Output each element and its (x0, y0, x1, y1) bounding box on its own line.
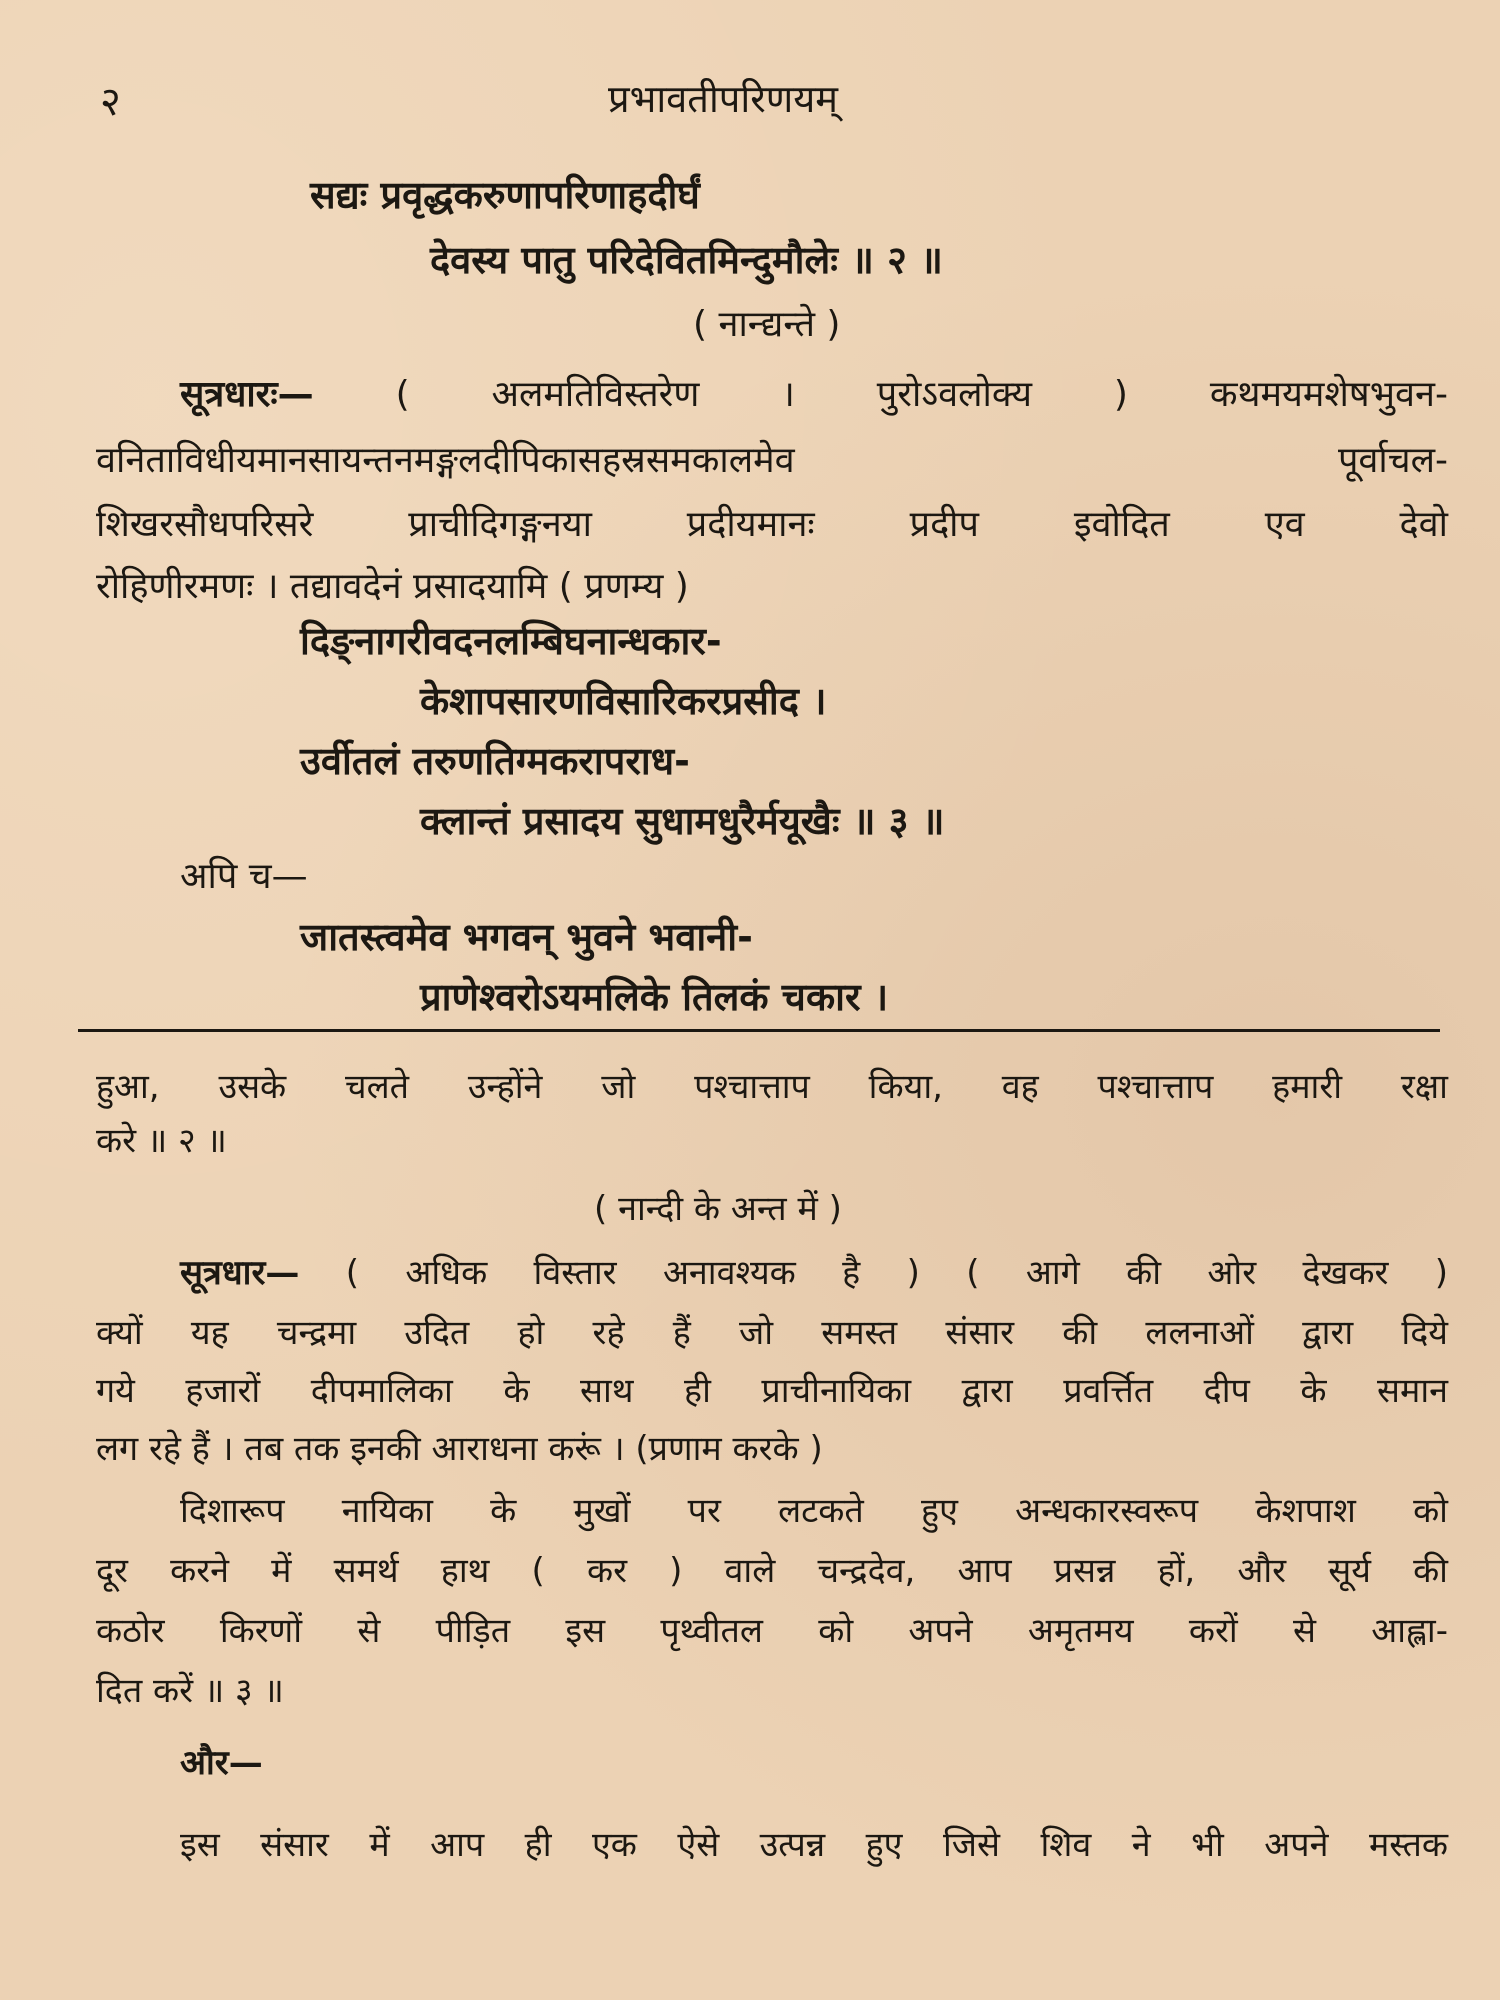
verse3-line-4: क्लान्तं प्रसादय सुधामधुरैर्मयूखैः ॥ ३ ॥ (420, 799, 945, 843)
section-divider (78, 1029, 1440, 1032)
verse4-line-1: जातस्त्वमेव भगवन् भुवने भवानी- (300, 915, 753, 959)
sanskrit-prose-line-4: रोहिणीरमणः । तद्यावदेनं प्रसादयामि ( प्रणम्य ) (96, 566, 689, 607)
stage-direction-nandi-ant: ( नान्दी के अन्त में ) (594, 1189, 842, 1229)
hindi-v3-line-2: दूर करने में समर्थ हाथ ( कर ) वाले चन्द्रदेव, आप प्रसन्न हों, और सूर्य की (96, 1551, 1448, 1591)
hindi-prose-line-1 (180, 1248, 1448, 1294)
hindi-v3-line-3: कठोर किरणों से पीड़ित इस पृथ्वीतल को अपने अमृतमय करों से आह्ला- (96, 1611, 1448, 1651)
sanskrit-prose-line-3: शिखरसौधपरिसरे प्राचीदिगङ्गनया प्रदीयमानः प्रदीप इवोदित एव देवो (96, 504, 1448, 545)
sanskrit-prose-line-1-text: ( अलमतिविस्तरेण । पुरोऽवलोक्य ) कथमयमशेषभुवन- (395, 374, 1448, 415)
verse2-line-2: देवस्य पातु परिदेवितमिन्दुमौलेः ॥ २ ॥ (430, 238, 943, 282)
hindi-prose-line-3: गये हजारों दीपमालिका के साथ ही प्राचीनायिका द्वारा प्रवर्त्तित दीप के समान (96, 1371, 1448, 1411)
hindi-prose-line-2: क्यों यह चन्द्रमा उदित हो रहे हैं जो समस्त संसार की ललनाओं द्वारा दिये (96, 1313, 1448, 1353)
hindi-v2-line-2: करे ॥ २ ॥ (96, 1121, 227, 1161)
hindi-v3-line-4: दित करें ॥ ३ ॥ (96, 1671, 284, 1711)
running-title: प्रभावतीपरिणयम् (608, 77, 839, 121)
api-cha: अपि च— (180, 856, 308, 897)
sanskrit-prose-line-1 (180, 368, 1448, 417)
verse2-line-1: सद्यः प्रवृद्धकरुणापरिणाहदीर्घं (310, 173, 700, 217)
hindi-v2-line-1: हुआ, उसके चलते उन्होंने जो पश्चात्ताप किया, वह पश्चात्ताप हमारी रक्षा (96, 1067, 1448, 1107)
hindi-prose-line-4: लग रहे हैं । तब तक इनकी आराधना करूं । (प्रणाम करके ) (96, 1429, 823, 1469)
stage-direction-nandyante: ( नान्द्यन्ते ) (693, 304, 841, 345)
hindi-prose-line-1-text: ( अधिक विस्तार अनावश्यक है ) ( आगे की ओर देखकर ) (345, 1253, 1448, 1293)
aur: और— (180, 1743, 263, 1783)
speaker-label: सूत्रधारः— (180, 374, 314, 415)
hindi-v3-line-1: दिशारूप नायिका के मुखों पर लटकते हुए अन्धकारस्वरूप केशपाश को (180, 1491, 1448, 1531)
verse3-line-3: उर्वीतलं तरुणतिग्मकरापराध- (300, 739, 690, 783)
verse3-line-1: दिङ्नागरीवदनलम्बिघनान्धकार- (300, 619, 722, 663)
hindi-last-line: इस संसार में आप ही एक ऐसे उत्पन्न हुए जिसे शिव ने भी अपने मस्तक (180, 1825, 1448, 1865)
page-number: २ (100, 79, 121, 125)
verse4-line-2: प्राणेश्वरोऽयमलिके तिलकं चकार । (420, 975, 889, 1019)
verse3-line-2: केशापसारणविसारिकरप्रसीद । (420, 679, 827, 723)
sanskrit-prose-line-2: वनिताविधीयमानसायन्तनमङ्गलदीपिकासहस्रसमकालमेव पूर्वाचल- (96, 440, 1448, 481)
hindi-speaker-label: सूत्रधार— (180, 1253, 300, 1293)
